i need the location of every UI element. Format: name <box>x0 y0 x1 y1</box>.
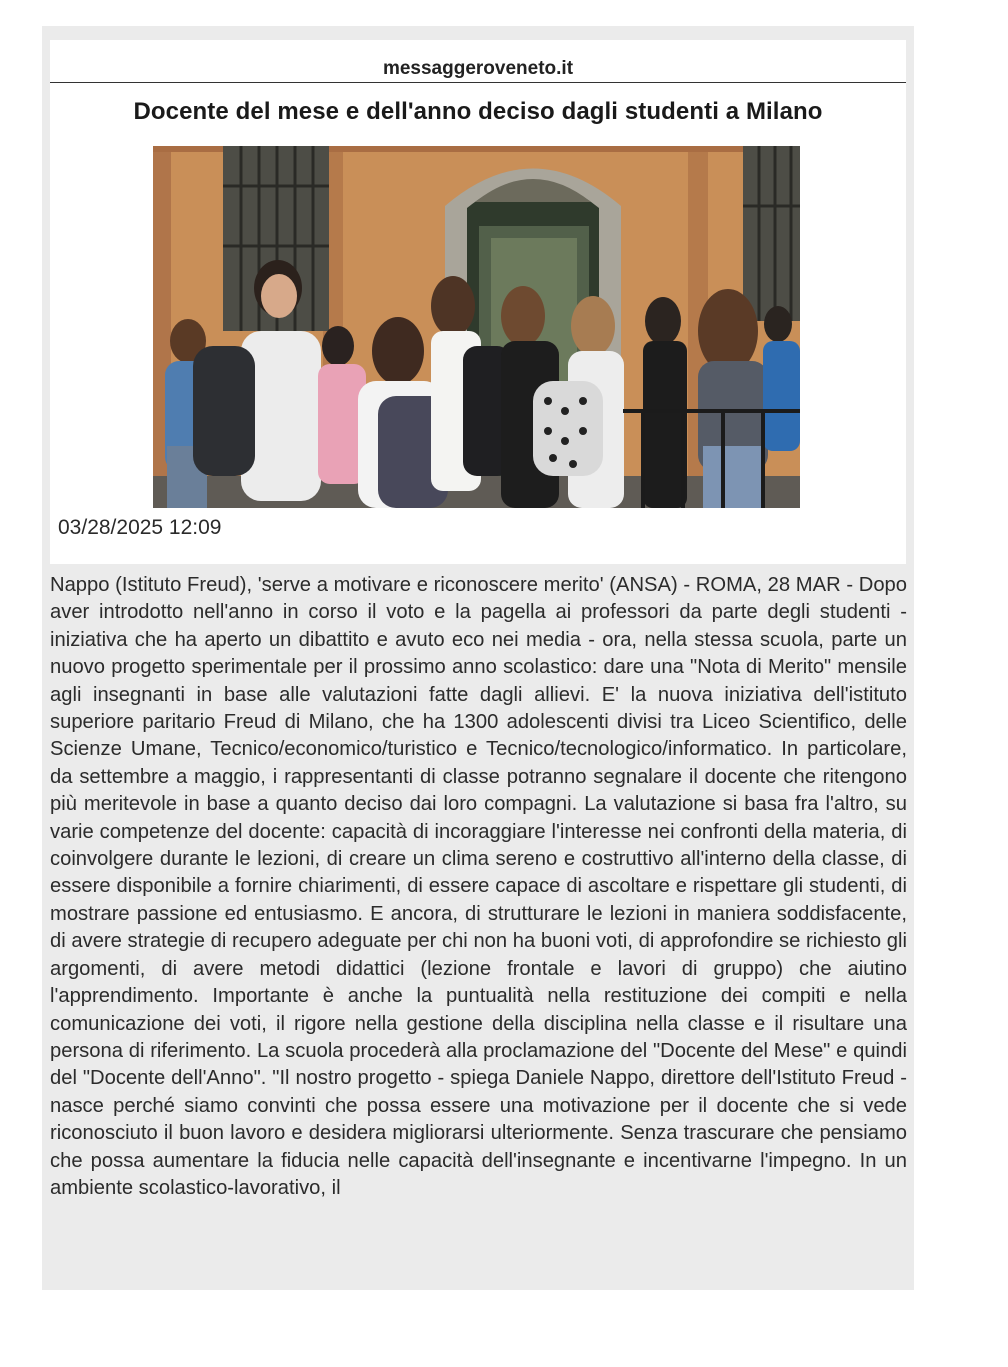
article-headline: Docente del mese e dell'anno deciso dagli studenti a Milano <box>133 98 823 125</box>
article-body: Nappo (Istituto Freud), 'serve a motivare e riconoscere merito' (ANSA) - ROMA, 28 MAR - Dopo aver introdotto nell'anno in corso il voto e la pagella ai professori da parte degli studenti - iniziativa che ha aperto un dibattito e avuto eco nei media - ora, nella stessa scuola, parte un nuovo progetto sperimentale per il prossimo anno scolastico: dare una "Nota di Merito" mensile agli insegnanti in base alle valutazioni fatte dagli allievi. E' la nuova iniziativa dell'istituto superiore paritario Freud di Milano, che ha 1300 adolescenti divisi tra Liceo Scientifico, delle Scienze Umane, Tecnico/economico/turistico e Tecnico/tecnologico/informatico. In particolare, da settembre a maggio, i rappresentanti di classe potranno segnalare il docente che ritengono più meritevole in base a quanto deciso dai loro compagni. La valutazione si basa fra l'altro, su varie competenze del docente: capacità di incoraggiare l'interesse nei confronti della materia, di coinvolgere durante le lezioni, di creare un clima sereno e costruttivo all'interno della classe, di essere disponibile a fornire chiarimenti, di essere capace di ascoltare e rispettare gli studenti, di mostrare passione ed entusiasmo. E ancora, di strutturare le lezioni in maniera soddisfacente, di avere strategie di recupero adeguate per chi non ha buoni voti, di approfondire se richiesto gli argomenti, di avere metodi didattici (lezione frontale e lavori di gruppo) che aiutino l'apprendimento. Importante è anche la puntualità nella restituzione dei compiti e nella comunicazione dei voti, il rigore nella gestione della disciplina nella classe e il risultare una persona di riferimento. La scuola procederà alla proclamazione del "Docente del Mese" e quindi del "Docente dell'Anno". "Il nostro progetto - spiega Daniele Nappo, direttore dell'Istituto Freud - nasce perché siamo convinti che possa essere una motivazione per il docente che si vede riconosciuto il buon lavoro e desidera migliorarsi ulteriormente. Senza trascurare che pensiamo che possa aumentare la fiducia nelle capacità dell'insegnante e incentivarne l'impegno. In un ambiente scolastico-lavorativo, il <box>50 574 907 1199</box>
article-timestamp: 03/28/2025 12:09 <box>58 516 222 539</box>
article-header-card <box>50 40 906 564</box>
article-page <box>42 26 914 1290</box>
source-divider <box>50 82 906 83</box>
source-site: messaggeroveneto.it <box>382 58 574 79</box>
article-photo <box>153 146 800 508</box>
